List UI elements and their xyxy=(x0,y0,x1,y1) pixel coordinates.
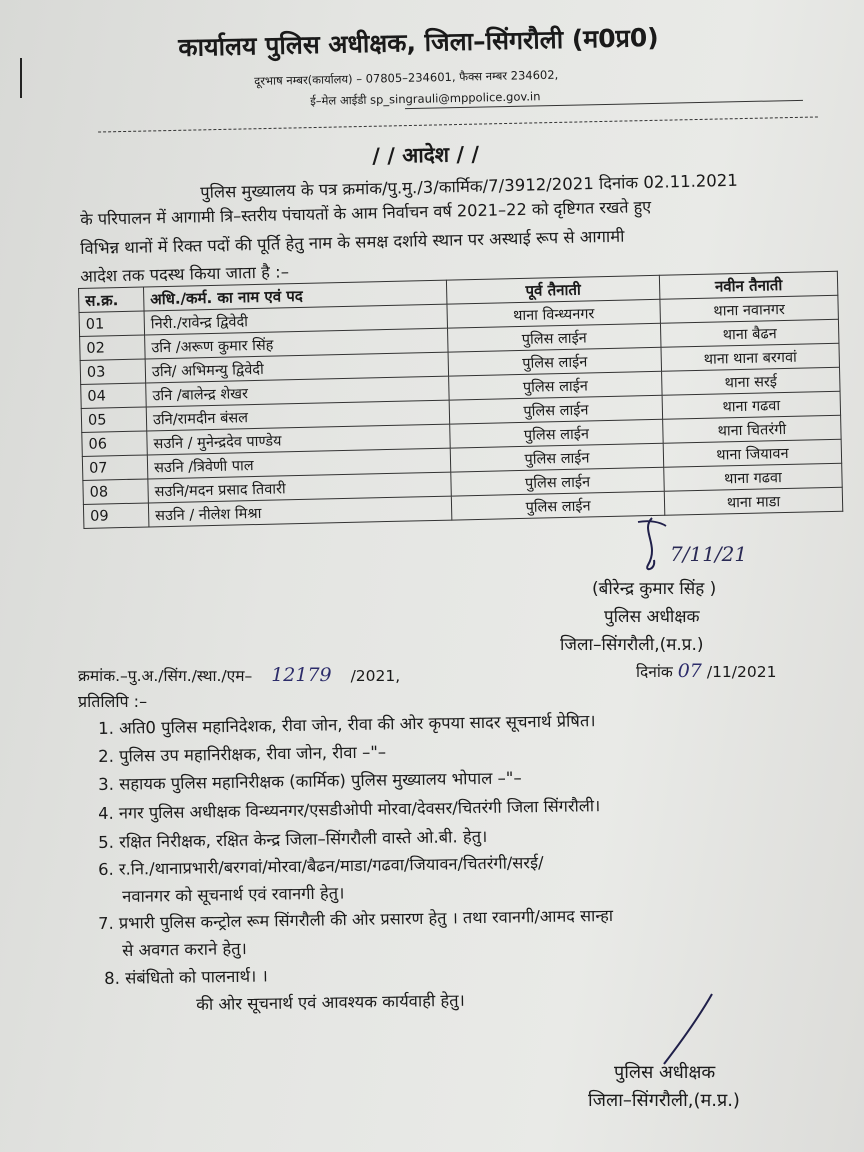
posting-table xyxy=(78,271,843,529)
copy-item-6: 6. र.नि./थानाप्रभारी/बरगवां/मोरवा/बैढन/माडा/गढवा/जियावन/चितरंगी/सरई/ xyxy=(98,853,544,879)
cell-previous: पुलिस लाईन xyxy=(451,491,664,520)
reference-handwritten-number: 12179 xyxy=(271,664,332,686)
col-header-serial: स.क्र. xyxy=(79,287,145,312)
intro-line-3: विभिन्न थानों में रिक्त पदों की पूर्ति हेतु नाम के समक्ष दर्शाये स्थान पर अस्थाई रूप से आगामी xyxy=(80,226,625,258)
date-rest: /11/2021 xyxy=(706,663,777,681)
col-header-name: अधि./कर्म. का नाम एवं पद xyxy=(143,280,446,311)
copy-item-5: 5. रक्षित निरीक्षक, रक्षित केन्द्र जिला–सिंगरौली वास्ते ओ.बी. हेतु। xyxy=(98,826,488,852)
cell-name: सउनि / नीलेश मिश्रा xyxy=(148,496,451,527)
col-header-new: नवीन तैनाती xyxy=(659,271,837,299)
reference-year: /2021, xyxy=(350,667,401,685)
cell-new: थाना माडा xyxy=(664,487,842,515)
cell-name: उनि /बालेन्द्र शेखर xyxy=(146,376,449,407)
cell-name: उनि/रामदीन बंसल xyxy=(146,400,449,431)
signatory-name: (बीरेन्द्र कुमार सिंह ) xyxy=(592,579,717,599)
cell-serial: 02 xyxy=(80,335,146,360)
cell-new: थाना चितरंगी xyxy=(663,415,841,443)
reference-prefix: क्रमांक.–पु.अ./सिंग./स्था./एम– xyxy=(78,667,253,685)
cell-serial: 05 xyxy=(81,407,147,432)
cell-name: सउनि / मुनेन्द्रदेव पाण्डेय xyxy=(147,424,450,455)
copy-item-6-cont: नवानगर को सूचनार्थ एवं रवानगी हेतु। xyxy=(122,883,345,906)
cell-new: थाना गढवा xyxy=(662,391,840,419)
cell-serial: 01 xyxy=(79,311,145,336)
footer-signature-stroke xyxy=(650,990,720,1070)
cell-serial: 04 xyxy=(81,383,147,408)
copy-item-1: 1. अति0 पुलिस महानिदेशक, रीवा जोन, रीवा की ओर कृपया सादर सूचनार्थ प्रेषित। xyxy=(98,711,596,738)
copy-heading: प्रतिलिपि :– xyxy=(78,692,148,711)
cell-previous: पुलिस लाईन xyxy=(449,371,662,400)
margin-mark xyxy=(20,58,22,98)
cell-serial: 08 xyxy=(83,479,149,504)
cell-serial: 03 xyxy=(80,359,146,384)
order-title: / / आदेश / / xyxy=(372,142,480,168)
cell-previous: पुलिस लाईन xyxy=(449,395,662,424)
copy-item-4: 4. नगर पुलिस अधीक्षक विन्ध्यनगर/एसडीओपी मोरवा/देवसर/चितरंगी जिला सिंगरौली। xyxy=(98,796,601,823)
cell-new: थाना सरई xyxy=(662,367,840,395)
cell-new: थाना थाना बरगवां xyxy=(661,343,839,371)
intro-line-1: पुलिस मुख्यालय के पत्र क्रमांक/पु.मु./3/कार्मिक/7/3912/2021 दिनांक 02.11.2021 xyxy=(200,170,739,202)
intro-line-4: आदेश तक पदस्थ किया जाता है :– xyxy=(80,262,290,286)
footer-designation: पुलिस अधीक्षक xyxy=(614,1062,716,1083)
signature-date: 7/11/21 xyxy=(670,542,748,566)
copy-item-8: 8. संबंधितो को पालनार्थ। । xyxy=(104,966,268,988)
cell-name: सउनि /त्रिवेणी पाल xyxy=(147,448,450,479)
cell-name: निरी./रावेन्द्र द्विवेदी xyxy=(144,304,447,335)
cell-serial: 07 xyxy=(82,455,148,480)
copy-item-2: 2. पुलिस उप महानिरीक्षक, रीवा जोन, रीवा –"– xyxy=(98,742,387,766)
cell-name: उनि /अरूण कुमार सिंह xyxy=(145,328,448,359)
email-line: ई–मेल आईडी sp_singrauli@mppolice.gov.in xyxy=(310,89,541,108)
cell-previous: पुलिस लाईन xyxy=(448,323,661,352)
cell-name: सउनि/मदन प्रसाद तिवारी xyxy=(148,472,451,503)
cell-previous: पुलिस लाईन xyxy=(450,419,663,448)
date-handwritten-day: 07 xyxy=(677,660,702,682)
cell-new: थाना जियावन xyxy=(663,439,841,467)
copy-item-7: 7. प्रभारी पुलिस कन्ट्रोल रूम सिंगरौली की ओर प्रसारण हेतु । तथा रवानगी/आमद सान्हा xyxy=(98,905,614,933)
date-prefix: दिनांक xyxy=(636,663,673,681)
reference-number xyxy=(78,664,400,686)
intro-line-2: के परिपालन में आगामी त्रि–स्तरीय पंचायतों के आम निर्वाचन वर्ष 2021–22 को दृष्टिगत रखते हुए xyxy=(80,197,652,229)
copy-item-3: 3. सहायक पुलिस महानिरीक्षक (कार्मिक) पुलिस मुख्यालय भोपाल –"– xyxy=(98,768,522,794)
cell-new: थाना नवानगर xyxy=(660,295,838,323)
cell-new: थाना बैढन xyxy=(660,319,838,347)
signatory-district: जिला–सिंगरौली,(म.प्र.) xyxy=(560,635,704,655)
cell-serial: 06 xyxy=(82,431,148,456)
cell-new: थाना गढवा xyxy=(664,463,842,491)
cell-name: उनि/ अभिमन्यु द्विवेदी xyxy=(145,352,448,383)
cell-serial: 09 xyxy=(83,503,149,528)
office-title: कार्यालय पुलिस अधीक्षक, जिला–सिंगरौली (म0प्र0) xyxy=(178,22,659,62)
cell-previous: पुलिस लाईन xyxy=(451,467,664,496)
copy-item-7-cont: से अवगत कराने हेतु। xyxy=(122,939,247,960)
cell-previous: थाना विन्ध्यनगर xyxy=(447,299,660,328)
phone-fax-line: दूरभाष नम्बर(कार्यालय) – 07805–234601, फैक्स नम्बर 234602, xyxy=(254,67,559,88)
col-header-previous: पूर्व तैनाती xyxy=(446,275,659,304)
signatory-designation: पुलिस अधीक्षक xyxy=(604,607,700,627)
cell-previous: पुलिस लाईन xyxy=(448,347,661,376)
header-rule-long xyxy=(98,116,818,132)
copy-closing: की ओर सूचनार्थ एवं आवश्यक कार्यवाही हेतु। xyxy=(196,990,465,1014)
reference-date xyxy=(636,660,776,682)
footer-district: जिला–सिंगरौली,(म.प्र.) xyxy=(588,1090,740,1111)
cell-previous: पुलिस लाईन xyxy=(450,443,663,472)
